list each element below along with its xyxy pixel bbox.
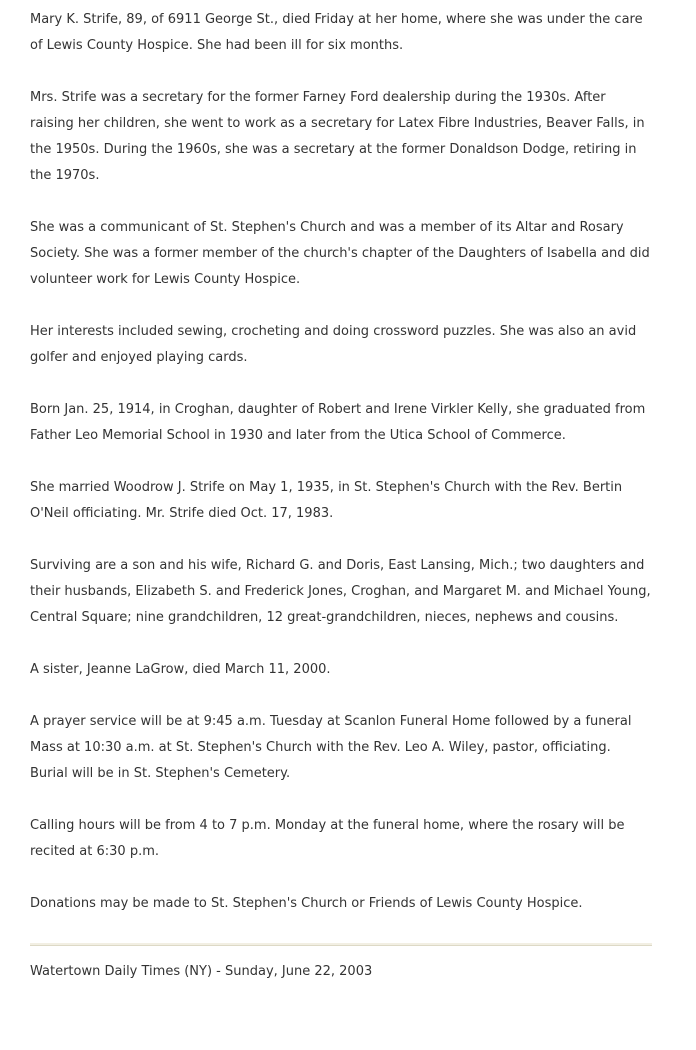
obituary-paragraph: Mary K. Strife, 89, of 6911 George St., died Friday at her home, where she was under the care of Lewis County Hospice. She had been ill for six months. bbox=[30, 12, 643, 53]
obituary-paragraph: Surviving are a son and his wife, Richard G. and Doris, East Lansing, Mich.; two daughters and their husbands, Elizabeth S. and Frederick Jones, Croghan, and Margaret M. and Michael Young, Central Square; nine grandchildren, 12 great-grandchildren, nieces, nephews and cousins. bbox=[30, 558, 651, 625]
obituary-paragraph: Donations may be made to St. Stephen's Church or Friends of Lewis County Hospice. bbox=[30, 896, 583, 911]
obituary-paragraph: Born Jan. 25, 1914, in Croghan, daughter of Robert and Irene Virkler Kelly, she graduated from Father Leo Memorial School in 1930 and later from the Utica School of Commerce. bbox=[30, 402, 646, 443]
section-divider bbox=[30, 943, 652, 946]
obituary-paragraph: She married Woodrow J. Strife on May 1, 1935, in St. Stephen's Church with the Rev. Bertin O'Neil officiating. Mr. Strife died Oct. 17, 1983. bbox=[30, 480, 623, 521]
obituary-paragraph: Her interests included sewing, crocheting and doing crossword puzzles. She was also an avid golfer and enjoyed playing cards. bbox=[30, 324, 637, 365]
obituary-paragraph: Calling hours will be from 4 to 7 p.m. Monday at the funeral home, where the rosary will be recited at 6:30 p.m. bbox=[30, 818, 625, 859]
obituary-paragraph: A prayer service will be at 9:45 a.m. Tuesday at Scanlon Funeral Home followed by a funeral Mass at 10:30 a.m. at St. Stephen's Church with the Rev. Leo A. Wiley, pastor, officiating. Burial will be in St. Stephen's Cemetery. bbox=[30, 714, 632, 781]
obituary-paragraph: A sister, Jeanne LaGrow, died March 11, 2000. bbox=[30, 662, 331, 677]
obituary-paragraph: Mrs. Strife was a secretary for the former Farney Ford dealership during the 1930s. After raising her children, she went to work as a secretary for Latex Fibre Industries, Beaver Falls, in the 1950s. During the 1960s, she was a secretary at the former Donaldson Dodge, retiring in the 1970s. bbox=[30, 90, 645, 183]
obituary-paragraph: She was a communicant of St. Stephen's Church and was a member of its Altar and Rosary Society. She was a former member of the church's chapter of the Daughters of Isabella and did volunteer work for Lewis County Hospice. bbox=[30, 220, 650, 287]
source-citation: Watertown Daily Times (NY) - Sunday, June 22, 2003 bbox=[30, 964, 373, 979]
